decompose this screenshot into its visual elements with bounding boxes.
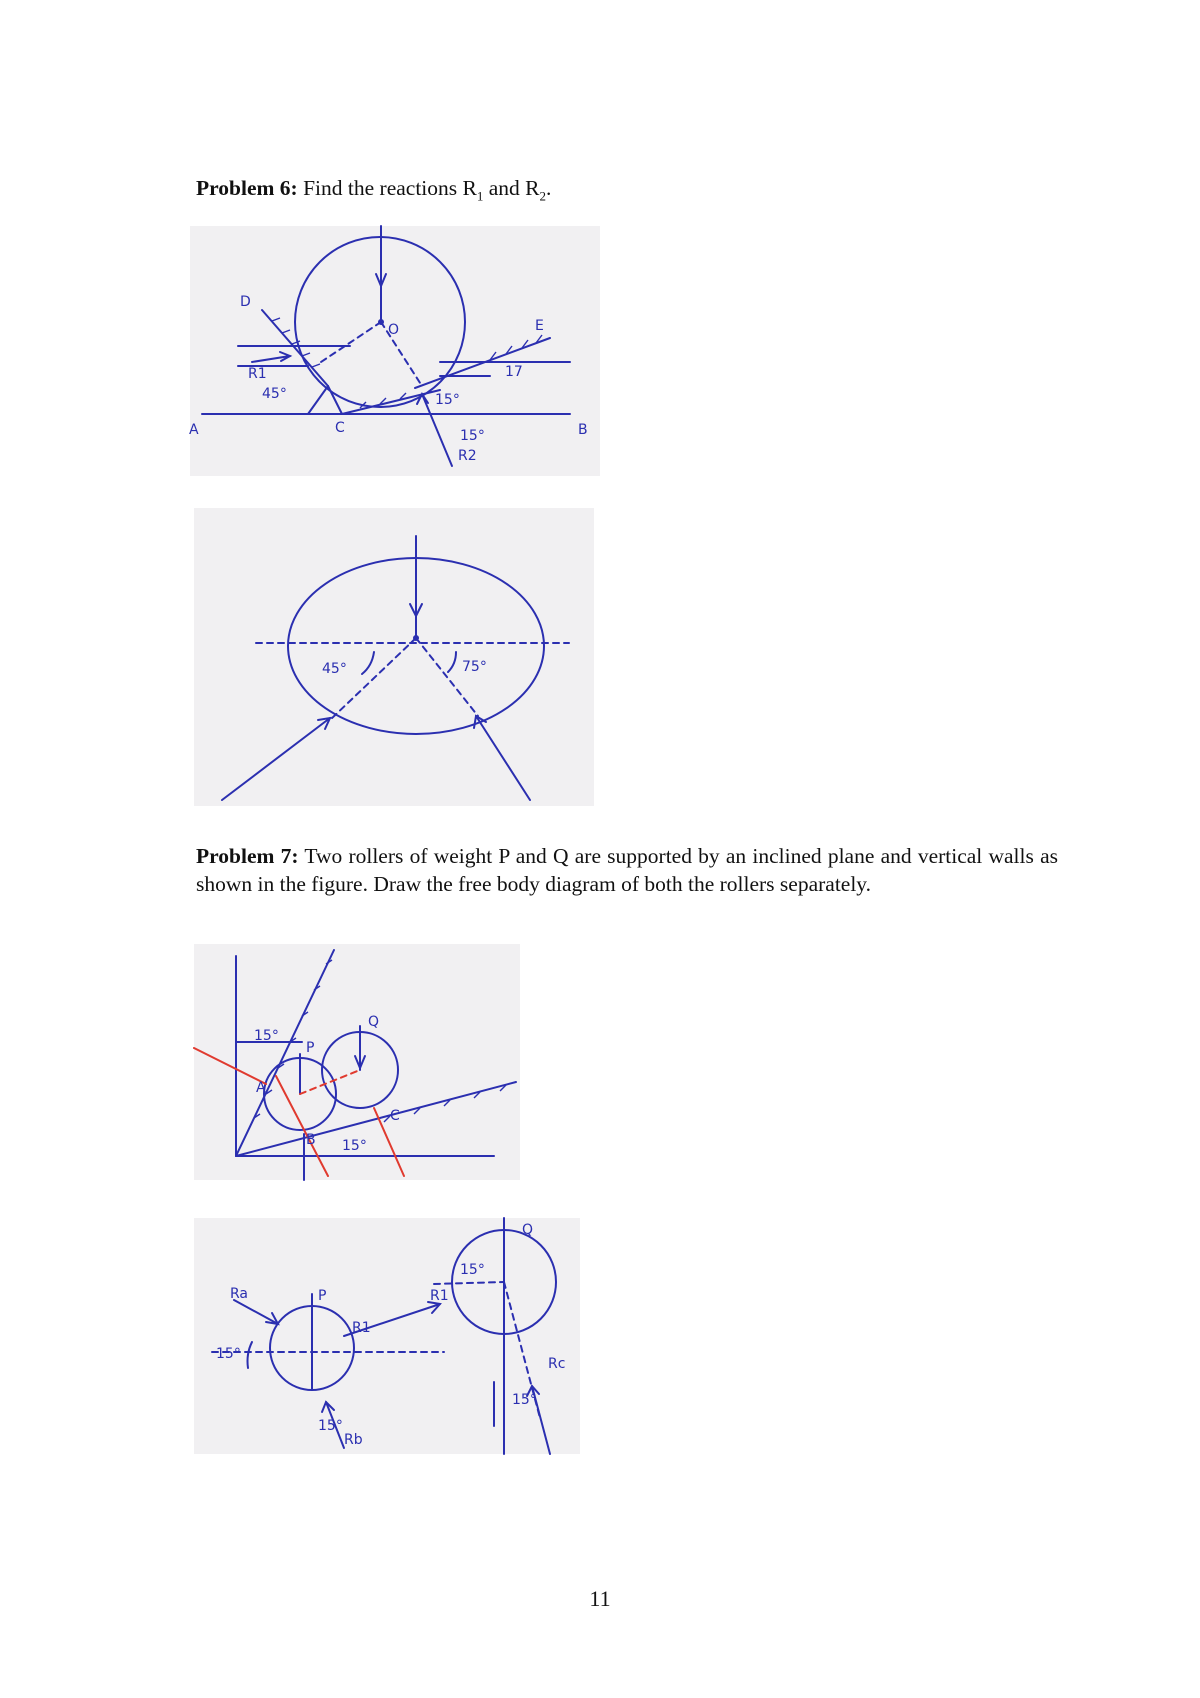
problem-7-statement: Problem 7: Two rollers of weight P and Q are supported by an inclined plane and vertical walls as shown in the figure. Draw the free body diagram of both the rollers separately. bbox=[196, 844, 1058, 896]
label-R1: R1 bbox=[248, 366, 267, 382]
angle-17: 17 bbox=[505, 364, 523, 380]
label-Ra: Ra bbox=[230, 1286, 248, 1302]
angle-45: 45° bbox=[262, 386, 287, 402]
label-P: P bbox=[306, 1040, 315, 1056]
label-R1-left: R1 bbox=[352, 1320, 371, 1336]
label-Rc: Rc bbox=[548, 1356, 566, 1372]
problem-6-heading: Problem 6: bbox=[196, 176, 298, 200]
label-D: D bbox=[240, 294, 251, 310]
angle-15-top-right: 15° bbox=[460, 1262, 485, 1278]
label-Q-fbd: Q bbox=[522, 1222, 534, 1238]
label-B: B bbox=[306, 1132, 316, 1148]
label-C: C bbox=[335, 420, 345, 436]
problem-6-fbd bbox=[194, 508, 594, 806]
angle-15a: 15° bbox=[435, 392, 460, 408]
label-A: A bbox=[256, 1080, 266, 1096]
label-Q: Q bbox=[368, 1014, 380, 1030]
label-C: C bbox=[390, 1108, 400, 1124]
label-A: A bbox=[189, 422, 199, 438]
problem-7-fbd bbox=[194, 1218, 580, 1454]
angle-15-left: 15° bbox=[216, 1346, 241, 1362]
label-E: E bbox=[535, 318, 544, 334]
angle-15-right: 15° bbox=[512, 1392, 537, 1408]
problem-6-statement: Problem 6: Find the reactions $R_1$ and $R_2$. bbox=[196, 176, 552, 204]
label-O: O bbox=[388, 322, 400, 338]
label-P-fbd: P bbox=[318, 1288, 327, 1304]
label-R1-right: R1 bbox=[430, 1288, 449, 1304]
page-number: 11 bbox=[589, 1586, 611, 1611]
angle-15-top: 15° bbox=[254, 1028, 279, 1044]
fbd-angle-75: 75° bbox=[462, 659, 487, 675]
label-Rb: Rb bbox=[344, 1432, 363, 1448]
angle-15-bottom: 15° bbox=[342, 1138, 367, 1154]
angle-15-mid: 15° bbox=[318, 1418, 343, 1434]
fbd-angle-45: 45° bbox=[322, 661, 347, 677]
problem-7-figure bbox=[194, 944, 520, 1180]
problem-6-figure bbox=[190, 226, 600, 476]
problem-7-heading: Problem 7: bbox=[196, 844, 299, 868]
angle-15b: 15° bbox=[460, 428, 485, 444]
label-R2: R2 bbox=[458, 448, 477, 464]
label-B: B bbox=[578, 422, 588, 438]
